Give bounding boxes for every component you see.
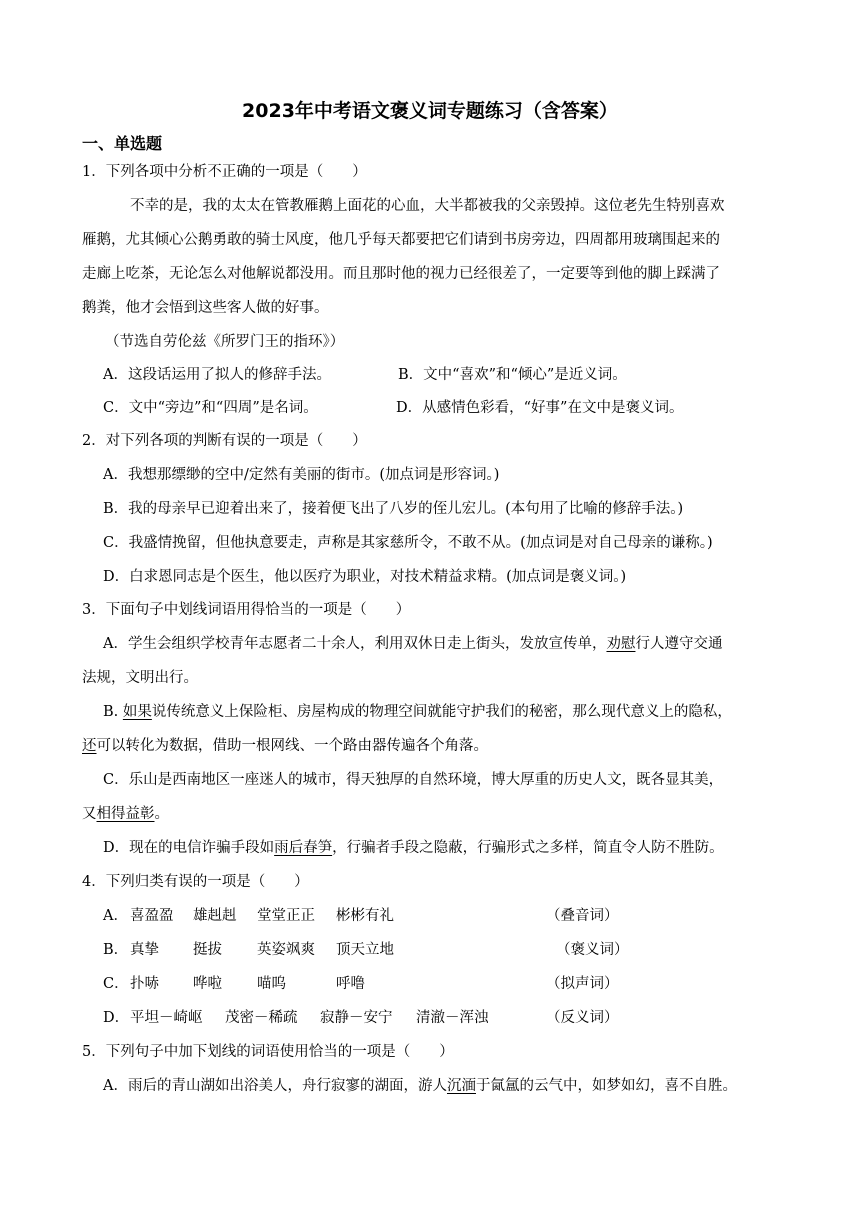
q1-passage-line-4: 鹅粪，他才会悟到这些客人做的好事。	[82, 300, 329, 316]
q4-type: （褒义词）	[556, 942, 629, 958]
q1-passage-line-2: 雁鹅，尤其倾心公鹅勇敢的骑士风度，他几乎每天都要把它们请到书房旁边，四周都用玻璃围起来的	[82, 232, 720, 248]
q5-a-underlined: 沉湎	[446, 1078, 476, 1094]
q1-option-c: C．文中“旁边”和“四周”是名词。	[103, 400, 318, 416]
q4-word: 清澈－浑浊	[416, 1010, 489, 1026]
q3-d-underlined: 雨后春笋	[274, 840, 333, 856]
q3-c-text-2: 。	[154, 806, 169, 822]
q3-b-text-1: 说传统意义上保险柜、房屋构成的物理空间就能守护我们的秘密，那么现代意义上的隐私，	[151, 704, 732, 720]
q3-option-b-line-2	[82, 736, 488, 756]
q1-option-a: A．这段话运用了拟人的修辞手法。	[103, 367, 331, 383]
q1-passage-line-1: 不幸的是，我的太太在管教雁鹅上面花的心血，大半都被我的父亲毁掉。这位老先生特别喜欢	[130, 198, 725, 214]
q3-option-c-line-2	[82, 804, 169, 824]
question-5-stem: 5．下列句子中加下划线的词语使用恰当的一项是（ ）	[82, 1044, 454, 1060]
q4-word: 平坦－崎岖	[130, 1010, 203, 1026]
q3-b-underlined-1: 如果	[122, 704, 152, 720]
q2-option-d: D．白求恩同志是个医生，他以医疗为职业，对技术精益求精。(加点词是褒义词。)	[103, 569, 627, 585]
q4-word: 堂堂正正	[257, 908, 315, 924]
q3-c-underlined: 相得益彰	[96, 806, 155, 822]
q4-row-label: D．	[103, 1010, 130, 1026]
q3-a-text-2: 行人遵守交通	[635, 636, 723, 652]
q2-option-b: B．我的母亲早已迎着出来了，接着便飞出了八岁的侄儿宏儿。(本句用了比喻的修辞手法。)	[103, 501, 684, 517]
q4-word: 英姿飒爽	[257, 942, 315, 958]
q1-option-d: D．从感情色彩看，“好事”在文中是褒义词。	[396, 400, 684, 416]
q3-option-a-line-2: 法规，文明出行。	[82, 670, 198, 686]
question-3-stem: 3．下面句子中划线词语用得恰当的一项是（ ）	[82, 602, 411, 618]
q3-option-c-line-1: C．乐山是西南地区一座迷人的城市，得天独厚的自然环境，博大厚重的历史人文，既各显其美，	[103, 772, 724, 788]
q3-option-b-line-1	[103, 702, 732, 722]
q4-word: 顶天立地	[336, 942, 394, 958]
q4-word: 哗啦	[193, 976, 222, 992]
q4-word: 寂静－安宁	[320, 1010, 393, 1026]
page-title: 2023年中考语文褒义词专题练习（含答案）	[242, 100, 618, 122]
q4-type: （反义词）	[546, 1010, 619, 1026]
q4-word: 喵呜	[257, 976, 286, 992]
q3-option-d	[103, 838, 724, 858]
q5-a-text-2: 于氤氲的云气中，如梦如幻，喜不自胜。	[475, 1078, 737, 1094]
q3-option-a-line-1	[103, 634, 722, 654]
section-heading: 一、单选题	[82, 134, 163, 153]
q4-row-label: A．	[103, 908, 128, 924]
q3-d-text-2: ，行骗者手段之隐蔽，行骗形式之多样，简直令人防不胜防。	[332, 840, 724, 856]
q4-word: 扑哧	[130, 976, 159, 992]
q3-b-underlined-2: 还	[82, 738, 97, 754]
q3-d-text-1: D．现在的电信诈骗手段如	[103, 840, 275, 856]
q1-passage-line-3: 走廊上吃茶，无论怎么对他解说都没用。而且那时他的视力已经很差了，一定要等到他的脚上踩满了	[82, 266, 720, 282]
question-1-stem: 1．下列各项中分析不正确的一项是（ ）	[82, 164, 367, 180]
q3-c-text-1: 又	[82, 806, 97, 822]
q4-word: 挺拔	[193, 942, 222, 958]
q1-source: （节选自劳伦兹《所罗门王的指环》）	[105, 334, 345, 350]
q4-word: 茂密－稀疏	[225, 1010, 298, 1026]
q4-word: 彬彬有礼	[336, 908, 394, 924]
q5-a-text-1: A．雨后的青山湖如出浴美人，舟行寂寥的湖面，游人	[103, 1078, 447, 1094]
q2-option-a: A．我想那缥缈的空中/定然有美丽的街市。(加点词是形容词。)	[103, 467, 500, 483]
q4-row-label: C．	[103, 976, 129, 992]
question-2-stem: 2．对下列各项的判断有误的一项是（ ）	[82, 433, 367, 449]
q4-type: （叠音词）	[546, 908, 619, 924]
q4-word: 喜盈盈	[130, 908, 174, 924]
q3-b-label: B.	[103, 704, 119, 720]
q4-word: 真挚	[130, 942, 159, 958]
question-4-stem: 4．下列归类有误的一项是（ ）	[82, 874, 309, 890]
q4-row-label: B．	[103, 942, 129, 958]
q4-word: 呼噜	[336, 976, 365, 992]
q4-word: 雄赳赳	[193, 908, 237, 924]
q5-option-a	[103, 1076, 737, 1096]
q1-option-b: B．文中“喜欢”和“倾心”是近义词。	[398, 367, 627, 383]
q2-option-c: C．我盛情挽留，但他执意要走，声称是其家慈所令，不敢不从。(加点词是对自己母亲的谦称。)	[103, 535, 713, 551]
q3-a-text-1: A．学生会组织学校青年志愿者二十余人，利用双休日走上街头，发放宣传单，	[103, 636, 607, 652]
q3-b-text-2: 可以转化为数据，借助一根网线、一个路由器传遍各个角落。	[96, 738, 488, 754]
q4-type: （拟声词）	[546, 976, 619, 992]
q3-a-underlined: 劝慰	[606, 636, 636, 652]
